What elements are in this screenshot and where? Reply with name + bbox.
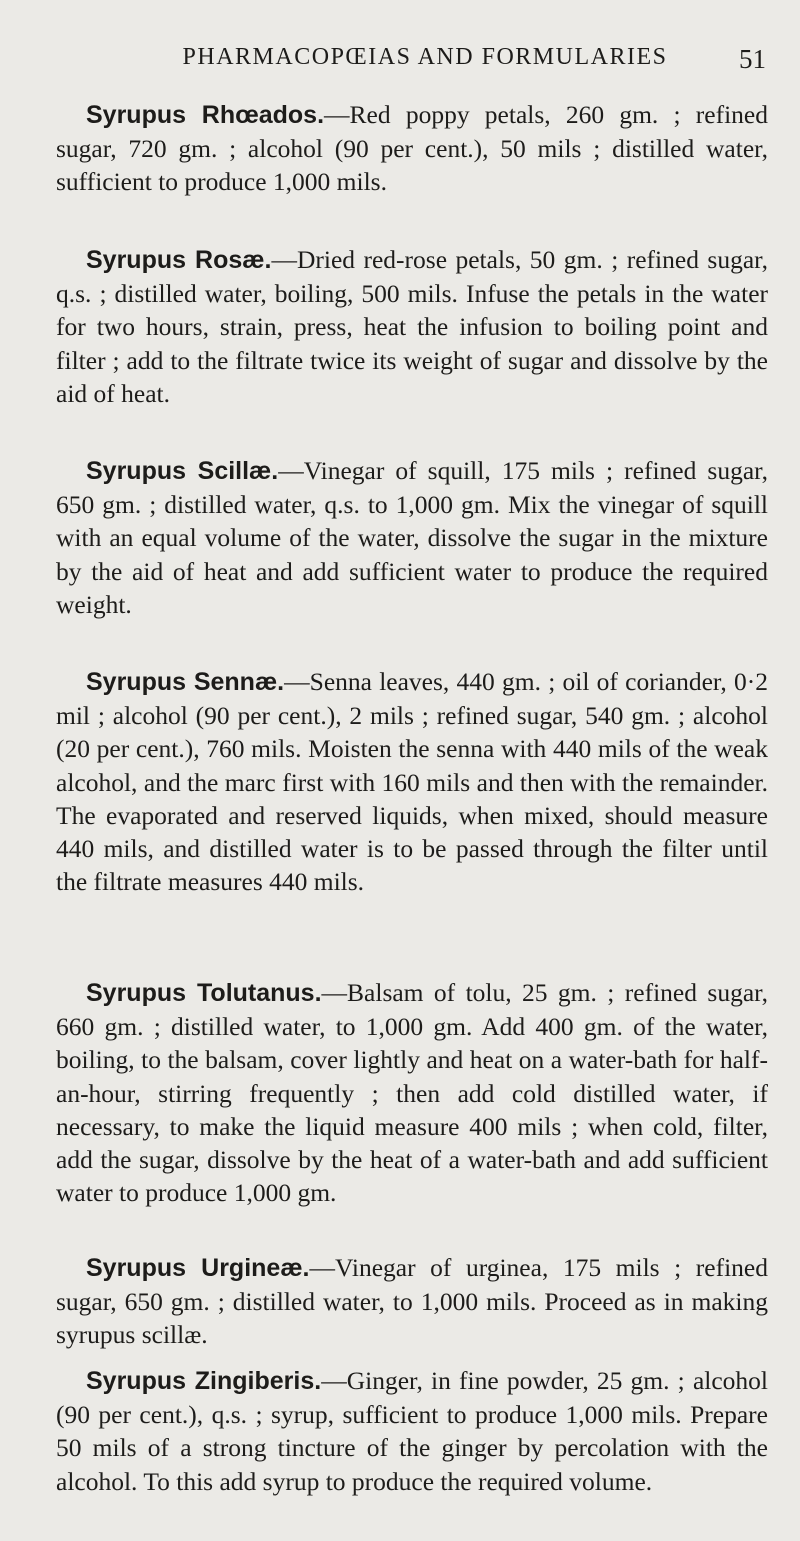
- entry-syrupus-rosae: [56, 243, 768, 410]
- entry-name: Syrupus Urgineæ.: [86, 1254, 310, 1282]
- entry-body: —Dried red-rose petals, 50 gm. ; refined sugar, q.s. ; distilled water, boiling, 500 mils. Infuse the petals in the water for two hours, strain, press, heat the infusion to boiling point and filter ; add to the filtrate twice its weight of sugar and dissolve by the aid of heat.: [56, 245, 768, 408]
- entry-name: Syrupus Tolutanus.: [86, 979, 322, 1007]
- entry-syrupus-rhoeados: [56, 98, 768, 199]
- entry-syrupus-sennae: [56, 665, 768, 898]
- entry-syrupus-scillae: [56, 454, 768, 621]
- entry-body: —Red poppy petals, 260 gm. ; refined sugar, 720 gm. ; alcohol (90 per cent.), 50 mils ; distilled water, sufficient to produce 1,000 mils.: [56, 100, 768, 197]
- entry-name: Syrupus Zingiberis.: [86, 1367, 322, 1395]
- entry-syrupus-urgineae: [56, 1251, 768, 1352]
- entry-body: —Vinegar of squill, 175 mils ; refined sugar, 650 gm. ; distilled water, q.s. to 1,000 gm. Mix the vinegar of squill with an equal volume of the water, dissolve the sugar in the mixture by the aid of heat and add sufficient water to produce the required weight.: [56, 456, 768, 619]
- page-number: 51: [739, 44, 766, 74]
- entry-body: —Vinegar of urginea, 175 mils ; refined sugar, 650 gm. ; distilled water, to 1,000 mils. Proceed as in making syrupus scillæ.: [56, 1253, 768, 1350]
- entry-body: —Senna leaves, 440 gm. ; oil of coriander, 0·2 mil ; alcohol (90 per cent.), 2 mils ; refined sugar, 540 gm. ; alcohol (20 per cent.), 760 mils. Moisten the senna with 440 mils of the weak alcohol, and the marc first with 160 mils and then with the remainder. The evaporated and reserved liquids, when mixed, should measure 440 mils, and distilled water is to be passed through the filter until the filtrate measures 440 mils.: [56, 667, 769, 897]
- entry-name: Syrupus Rosæ.: [86, 246, 272, 274]
- entry-name: Syrupus Sennæ.: [86, 668, 285, 696]
- running-header: PHARMACOPŒIAS AND FORMULARIES: [182, 44, 668, 70]
- entry-name: Syrupus Rhœados.: [86, 101, 325, 129]
- entry-syrupus-zingiberis: [56, 1364, 768, 1498]
- entry-syrupus-tolutanus: [56, 976, 768, 1209]
- entry-body: —Ginger, in fine powder, 25 gm. ; alcohol (90 per cent.), q.s. ; syrup, sufficient to produce 1,000 mils. Prepare 50 mils of a strong tincture of the ginger by percolation with the alcohol. To this add syrup to produce the required volume.: [56, 1366, 769, 1496]
- entry-name: Syrupus Scillæ.: [86, 457, 279, 485]
- entry-body: —Balsam of tolu, 25 gm. ; refined sugar, 660 gm. ; distilled water, to 1,000 gm. Add 400 gm. of the water, boiling, to the balsam, cover lightly and heat on a water-bath for half-an-hour, stirring frequently ; then add cold distilled water, if necessary, to make the liquid measure 400 mils ; when cold, filter, add the sugar, dissolve by the heat of a water-bath and add sufficient water to produce 1,000 gm.: [56, 978, 768, 1208]
